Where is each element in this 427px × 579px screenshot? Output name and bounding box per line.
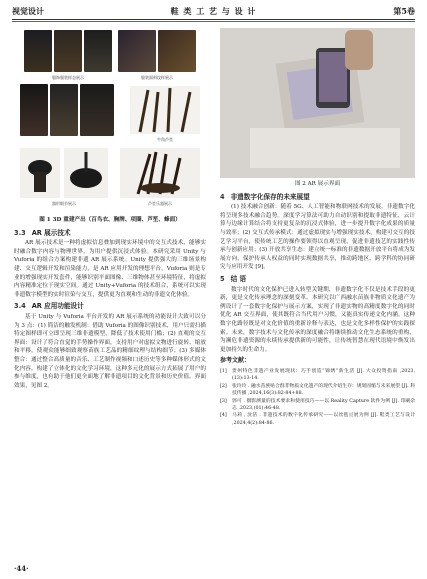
reference-item [220, 383, 415, 398]
panel-caption-2: 服装面料纹样展示 [141, 75, 173, 80]
paragraph: 基于 Unity 与 Vuforia 平台开发的 AR 展示系统的功能设计大致可以分为 3 点：(1) 简洁的触发机制：借助 Vuforia 的图像识别技术，用户只需扫描特定图样即可立即呈现三维非遗模型，降低了技术使用门槛；(2) 直观的交互界面：设计了符合直觉的手势操作界面，支持用户对虚拟文物进行旋转、缩放和平移，使观众能够细致观察苗族工艺品的精细纹理与结构细节；(3) 多媒体整合：通过整合高质量的音乐、工艺制作视频和口述历史等多种媒体形式的文化内容，构建了立体化的文化学习环境，这种多元化的展示方式拓展了用户的参与维度，也有助于他们更全面地了解非遗项目的文化背景和历史价值。界面效果，见图 2。 [14, 313, 206, 389]
references-heading: 参考文献： [220, 357, 251, 365]
reference-index: [2] [220, 383, 227, 389]
header-section-title: 视觉设计 [12, 6, 44, 16]
detail-image-1 [20, 148, 60, 198]
lusheng-icon [130, 86, 200, 134]
reference-item [220, 368, 415, 383]
section-5-heading [220, 275, 415, 284]
panel-caption-1: 服饰服装样态展示 [52, 75, 84, 80]
paragraph: 数字时代的文化保护已进入转型关键期，非遗数字化不仅是技术手段的更新，更是文化传承理念的深刻变革。本研究以广西融水苗族非物质文化遗产为例设计了一套数字化保护与展示方案，实现了非遗实物的高精度数字化的同时优化 AR 交互界面，使其既符合当代用户习惯，又能真实传递文化内涵。这种数字化路径既是对文化价值的重新诠释与表达，也是文化多样性保护的实践探索。未来，数字技术与文化传承的深度融合将继续推动文化生态系统的重构，为濒危非遗资源的永续传承提供新的可能性，让传统智慧在现代语境中焕发出更加持久的生命力。 [220, 286, 415, 353]
vessel-detail-icon [20, 148, 60, 198]
costume-image-3 [84, 30, 112, 72]
section-number: 3.4 [14, 302, 26, 311]
detail-image-2 [64, 148, 108, 198]
reference-text: 贵州特色非遗产业发展现状：巧手创造“锦绣”新生活 [J]. 大众投资指南 ,2023,(13):13-14. [232, 368, 415, 382]
section-title: 结 语 [230, 274, 247, 283]
left-column [14, 28, 206, 390]
lusheng-display-image [120, 148, 200, 198]
fabric-image-2 [158, 30, 196, 72]
costume-image-2 [54, 30, 82, 72]
page-header [12, 6, 415, 18]
section-number: 4 [220, 192, 225, 201]
costume-image-4 [20, 84, 48, 136]
instrument-detail-icon [64, 148, 108, 198]
reference-item [220, 412, 415, 427]
section-3-4-heading [14, 302, 206, 311]
page-number: ·44· [14, 564, 29, 573]
section-title: AR 应用功能设计 [31, 302, 84, 311]
section-title: AR 展示技术 [31, 228, 71, 237]
costume-image-1 [24, 30, 52, 72]
fabric-image-1 [118, 30, 156, 72]
reference-index: [3] [220, 398, 227, 404]
reference-index: [4] [220, 413, 227, 419]
section-title: 非遗数字化保存的未来展望 [230, 192, 310, 201]
panel-caption-5: 芦笙乐器展示 [148, 201, 172, 206]
section-number: 5 [220, 274, 225, 283]
reference-text: 马莉 , 沈洁 . 非遗技术的数字化传承研究——以丝毯亘展为例 [J]. 鞋类工艺与设计 ,2024,4(2):84-86. [232, 413, 415, 426]
panel-caption-4: 器形细节展示 [52, 201, 76, 206]
reference-index: [1] [220, 368, 227, 374]
journal-title: 鞋 类 工 艺 与 设 计 [170, 6, 257, 16]
horn-lusheng-image [130, 86, 200, 134]
costume-image-6 [80, 84, 114, 136]
header-rule [12, 19, 415, 20]
section-number: 3.3 [14, 228, 26, 237]
figure-1-caption: 图 1 3D 重建产出（百鸟衣、胸牌、项圈、芦笙、蜂面） [39, 217, 181, 223]
panel-caption-3: 牛角芦笙 [157, 137, 173, 142]
figure-2-ar-interface [220, 28, 415, 178]
figure-1 [14, 28, 206, 246]
lusheng-display-icon [120, 148, 200, 198]
reference-item [220, 398, 415, 413]
figure-2-caption: 图 2 AR 展示界面 [294, 181, 341, 187]
paragraph: AR 展示技术是一种将虚拟信息叠加到现实环境中的交互式技术，能够实时融合数字内容与物理世界，为用户提供沉浸式体验。本研究采用 Unity 与 Vuforia 的组合方案构建非遗 AR 展示系统。Unity 提供强大的三维场景构建、交互逻辑开发和渲染能力，是 AR 应用开发的理想平台。Vuforia 则是专业的增强现实开发套件，能够识别平面图像、三维物体甚至环境特征，将虚拟内容精准定位于现实空间。通过 Unity+Vuforia 的技术组合，系统可以实现非遗数字模型的实时渲染与交互，提供更为直观和生动的非遗文化体验。 [14, 240, 206, 298]
header-rule-thin [12, 21, 415, 22]
costume-image-5 [50, 84, 78, 136]
reference-text: 郭可 . 摄影测量的技术要求和使用技巧——以 Reality Capture 软件为例 [J]. 印刷杂志 ,2023,(01):46-48. [232, 398, 415, 411]
reference-text: 张玲玲 . 融水苗族贴合群非物质文化遗产的现代介绍生存：规划固缩与未来展望 [J]. 科技传播 ,2024,16(3):82-84+88. [232, 383, 415, 397]
section-4-heading [220, 193, 415, 202]
paragraph: (1) 技术融合创新：随着 5G、人工智能和物联网技术的发展，非遗数字化将呈现多技术融合趋势。深度学习算法可助力自动识别和提取非遗特征，云计算与边缘计算结合将支持更复杂的沉浸式体验，进一步提升数字化成果的质量与效率；(2) 交互式传承模式：通过虚拟现实与增强现实技术，构建可交互的技艺学习平台，使传统工艺的操作要领得以直观呈现，促进非遗技艺的实践性传承与创新应用；(3) 开放共享生态：建立统一标准的非遗数据开放平台将成为发展方向，保护传承人权益的同时实现数据共享，推动跨地区、跨学科的协同研究与应用开发 [9]。 [220, 204, 415, 271]
references-list [220, 368, 415, 427]
ar-display-photo [220, 28, 415, 178]
right-column [220, 28, 415, 427]
volume-label: 第5卷 [393, 6, 415, 16]
